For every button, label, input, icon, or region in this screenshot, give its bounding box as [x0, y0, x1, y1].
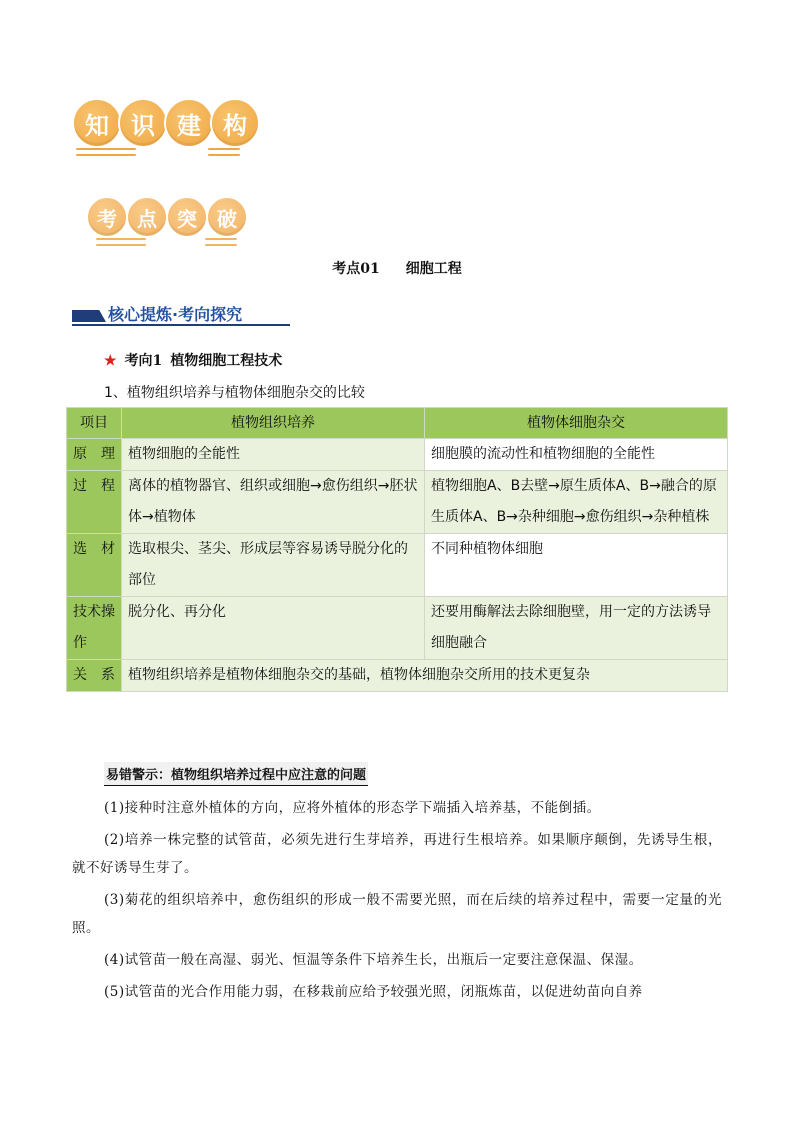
section-badge-knowledge — [72, 98, 256, 148]
cell-hybridization: 还要用酶解法去除细胞壁，用一定的方法诱导细胞融合 — [425, 597, 728, 660]
direction-heading — [104, 350, 282, 370]
cell-tissue-culture: 选取根尖、茎尖、形成层等容易诱导脱分化的部位 — [122, 534, 425, 597]
row-label: 过程 — [67, 471, 122, 534]
badge-char: 点 — [126, 196, 168, 238]
row-label: 选材 — [67, 534, 122, 597]
section-badge-breakthrough — [86, 196, 246, 238]
note-item: (3)菊花的组织培养中，愈伤组织的形成一般不需要光照，而在后续的培养过程中，需要一定量的光照。 — [72, 892, 722, 936]
table-header: 植物组织培养 — [122, 408, 425, 439]
notes-list — [72, 794, 722, 1006]
note-item: (1)接种时注意外植体的方向，应将外植体的形态学下端插入培养基，不能倒插。 — [104, 800, 601, 816]
row-label: 技术操作 — [67, 597, 122, 660]
star-icon: ★ — [104, 353, 117, 369]
table-row — [67, 439, 728, 471]
table-row — [67, 471, 728, 534]
table-header: 项目 — [67, 408, 122, 439]
badge-char: 知 — [72, 98, 122, 148]
section-underline — [72, 324, 290, 326]
badge-char: 突 — [166, 196, 208, 238]
cell-hybridization: 细胞膜的流动性和植物细胞的全能性 — [425, 439, 728, 471]
comparison-table — [66, 407, 728, 692]
badge-char: 破 — [206, 196, 248, 238]
cell-relation: 植物组织培养是植物体细胞杂交的基础，植物体细胞杂交所用的技术更复杂 — [122, 660, 728, 692]
note-item: (4)试管苗一般在高湿、弱光、恒温等条件下培养生长，出瓶后一定要注意保温、保湿。 — [104, 952, 643, 968]
point-code: 考点01 — [332, 261, 380, 277]
section-bar-decoration — [72, 310, 106, 322]
cell-tissue-culture: 离体的植物器官、组织或细胞→愈伤组织→胚状体→植物体 — [122, 471, 425, 534]
row-label: 原理 — [67, 439, 122, 471]
table-row — [67, 534, 728, 597]
badge-decoration — [96, 238, 146, 250]
table-header-row — [67, 408, 728, 439]
badge-char: 考 — [86, 196, 128, 238]
direction-title: 植物细胞工程技术 — [170, 353, 283, 369]
badge-decoration — [208, 148, 240, 160]
badge-char: 建 — [164, 98, 214, 148]
section-header — [72, 302, 290, 326]
badge-char: 构 — [210, 98, 260, 148]
point-name: 细胞工程 — [405, 261, 462, 277]
direction-label: 考向1 — [124, 353, 163, 369]
note-item: (5)试管苗的光合作用能力弱，在移栽前应给予较强光照，闭瓶炼苗，以促进幼苗向自养 — [104, 984, 643, 1000]
cell-tissue-culture: 脱分化、再分化 — [122, 597, 425, 660]
table-row — [67, 660, 728, 692]
page-title — [0, 258, 794, 278]
badge-decoration — [76, 148, 136, 160]
row-label: 关系 — [67, 660, 122, 692]
comparison-title: 1、植物组织培养与植物体细胞杂交的比较 — [104, 385, 365, 401]
badge-decoration — [205, 238, 237, 250]
cell-tissue-culture: 植物细胞的全能性 — [122, 439, 425, 471]
section-title: 核心提炼·考向探究 — [108, 305, 243, 324]
table-header: 植物体细胞杂交 — [425, 408, 728, 439]
cell-hybridization: 植物细胞A、B去壁→原生质体A、B→融合的原生质体A、B→杂种细胞→愈伤组织→杂种植株 — [425, 471, 728, 534]
cell-hybridization: 不同种植物体细胞 — [425, 534, 728, 597]
warning-heading: 易错警示：植物组织培养过程中应注意的问题 — [104, 762, 368, 786]
badge-char: 识 — [118, 98, 168, 148]
table-row — [67, 597, 728, 660]
note-item: (2)培养一株完整的试管苗，必须先进行生芽培养，再进行生根培养。如果顺序颠倒，先诱导生根，就不好诱导生芽了。 — [72, 832, 722, 876]
